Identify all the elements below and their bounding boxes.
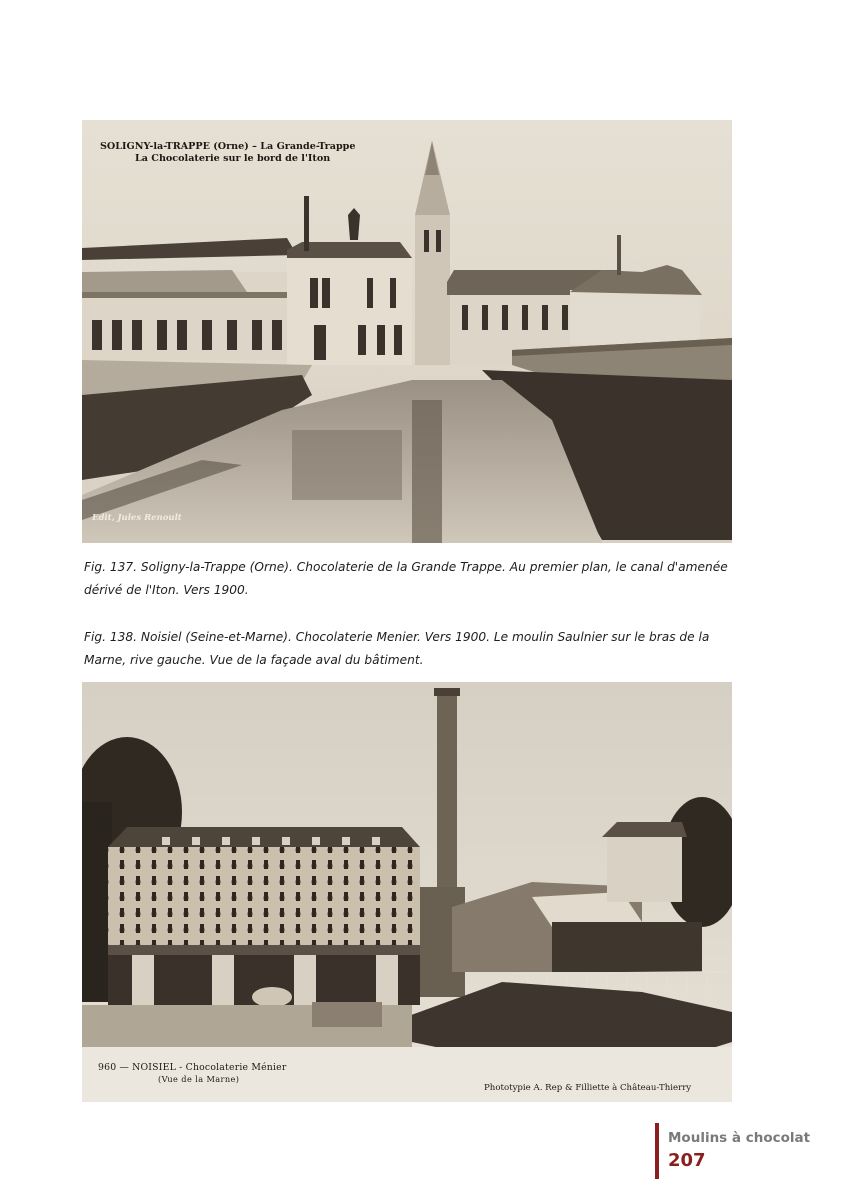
postcard-title: SOLIGNY-la-TRAPPE (Orne) – La Grande-Trappe <box>100 141 356 152</box>
postcard-image-chocolaterie-trappe <box>82 120 732 543</box>
footer-accent-rule <box>655 1123 659 1179</box>
postcard-editor: Edit, Jules Renoult <box>92 513 182 523</box>
postcard-subtitle: La Chocolaterie sur le bord de l'Iton <box>135 153 331 164</box>
figure-caption-137: Fig. 137. Soligny-la-Trappe (Orne). Chocolaterie de la Grande Trappe. Au premier plan, le canal d'amenée dérivé de l'Iton. Vers 1900. <box>84 560 728 597</box>
photo-soligny-la-trappe <box>82 120 732 543</box>
running-footer-title: Moulins à chocolat <box>668 1130 811 1146</box>
postcard-image-chocolaterie-menier <box>82 682 732 1102</box>
page-number: 207 <box>668 1150 706 1171</box>
postcard-publisher: Phototypie A. Rep & Filliette à Château-Thierry <box>484 1083 692 1093</box>
photo-noisiel-menier <box>82 682 732 1102</box>
postcard-caption-sub: (Vue de la Marne) <box>158 1074 240 1084</box>
figure-caption-138: Fig. 138. Noisiel (Seine-et-Marne). Chocolaterie Menier. Vers 1900. Le moulin Saulnier sur le bras de la Marne, rive gauche. Vue de la façade aval du bâtiment. <box>84 630 710 667</box>
postcard-caption: 960 — NOISIEL - Chocolaterie Ménier <box>98 1062 287 1073</box>
